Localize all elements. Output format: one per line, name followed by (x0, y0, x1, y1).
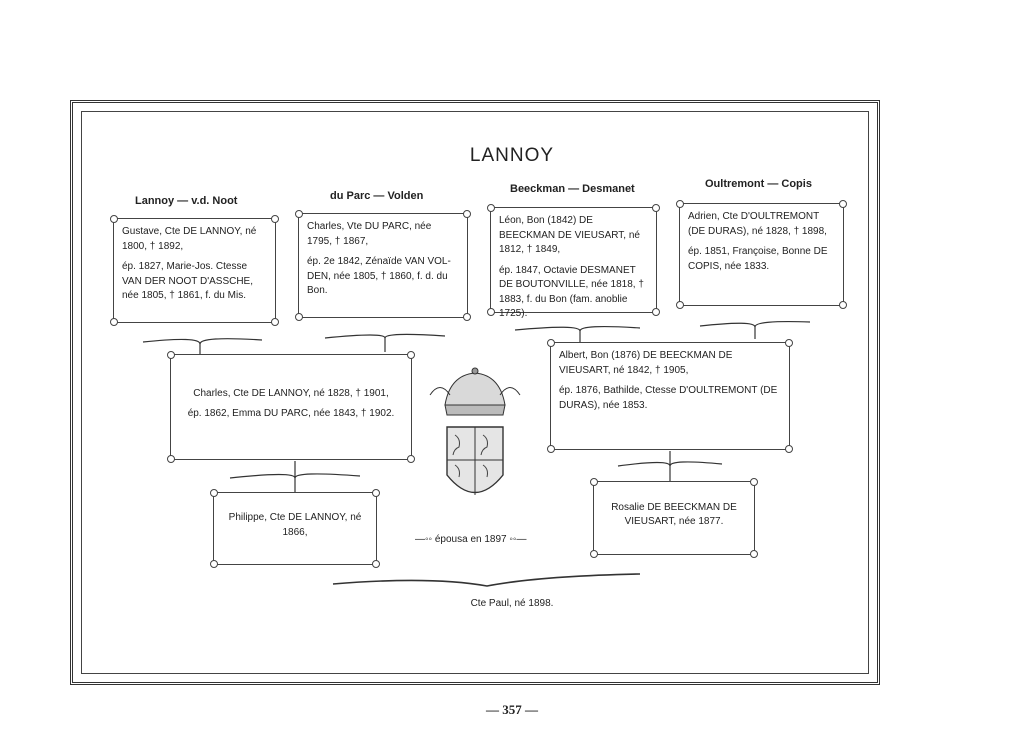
parent-wife: ép. 1862, Emma DU PARC, née 1843, † 1902. (187, 408, 395, 419)
grandparent-wife: ép. 2e 1842, Zénaïde VAN VOL-DEN, née 1805, † 1860, f. d. du Bon. (307, 256, 451, 296)
ornament-left-icon: —◦◦ (415, 534, 433, 545)
coat-of-arms-icon (425, 365, 525, 515)
grandparent-husband: Charles, Vte DU PARC, née 1795, † 1867, (307, 221, 432, 247)
parent-card-beeckman (550, 342, 790, 450)
grandparent-husband: Gustave, Cte DE LANNOY, né 1800, † 1892, (122, 226, 257, 252)
column-header-oultremont: Oultremont — Copis (705, 178, 812, 190)
page-title: LANNOY (469, 145, 555, 166)
husband-card (213, 492, 377, 565)
column-header-lannoy: Lannoy — v.d. Noot (135, 195, 238, 207)
column-header-du-parc: du Parc — Volden (330, 190, 424, 202)
grandparent-wife: ép. 1827, Marie-Jos. Ctesse VAN DER NOOT D'ASSCHE, née 1805, † 1861, f. du Mis. (122, 261, 254, 301)
husband-name: Philippe, Cte DE LANNOY, né 1866, (228, 512, 362, 538)
grandparent-wife: ép. 1851, Françoise, Bonne DE COPIS, née 1833. (688, 246, 828, 272)
grandparent-husband: Léon, Bon (1842) DE BEECKMAN DE VIEUSART, né 1812, † 1849, (499, 215, 640, 255)
wife-name: Rosalie DE BEECKMAN DE VIEUSART, née 1877. (611, 501, 737, 527)
column-header-beeckman: Beeckman — Desmanet (510, 183, 635, 195)
parent-husband: Albert, Bon (1876) DE BEECKMAN DE VIEUSART, né 1842, † 1905, (559, 350, 733, 376)
parent-husband: Charles, Cte DE LANNOY, né 1828, † 1901, (193, 387, 389, 399)
grandparent-husband: Adrien, Cte D'OULTREMONT (DE DURAS), né 1828, † 1898, (688, 211, 827, 237)
ornament-right-icon: ◦◦— (509, 534, 527, 545)
marriage-text: épousa en 1897 (434, 534, 507, 545)
parent-wife: ép. 1876, Bathilde, Ctesse D'OULTREMONT (DE DURAS), née 1853. (559, 385, 778, 411)
marriage-label (415, 534, 526, 545)
parent-card-lannoy (170, 354, 412, 460)
descendant-entry: Cte Paul, né 1898. (470, 598, 554, 609)
wife-card (593, 481, 755, 555)
page-number: — 357 — (486, 702, 538, 717)
grandparent-wife: ép. 1847, Octavie DESMANET DE BOUTONVILLE, née 1818, † 1883, f. du Bon (fam. anoblie 1725). (499, 264, 644, 319)
